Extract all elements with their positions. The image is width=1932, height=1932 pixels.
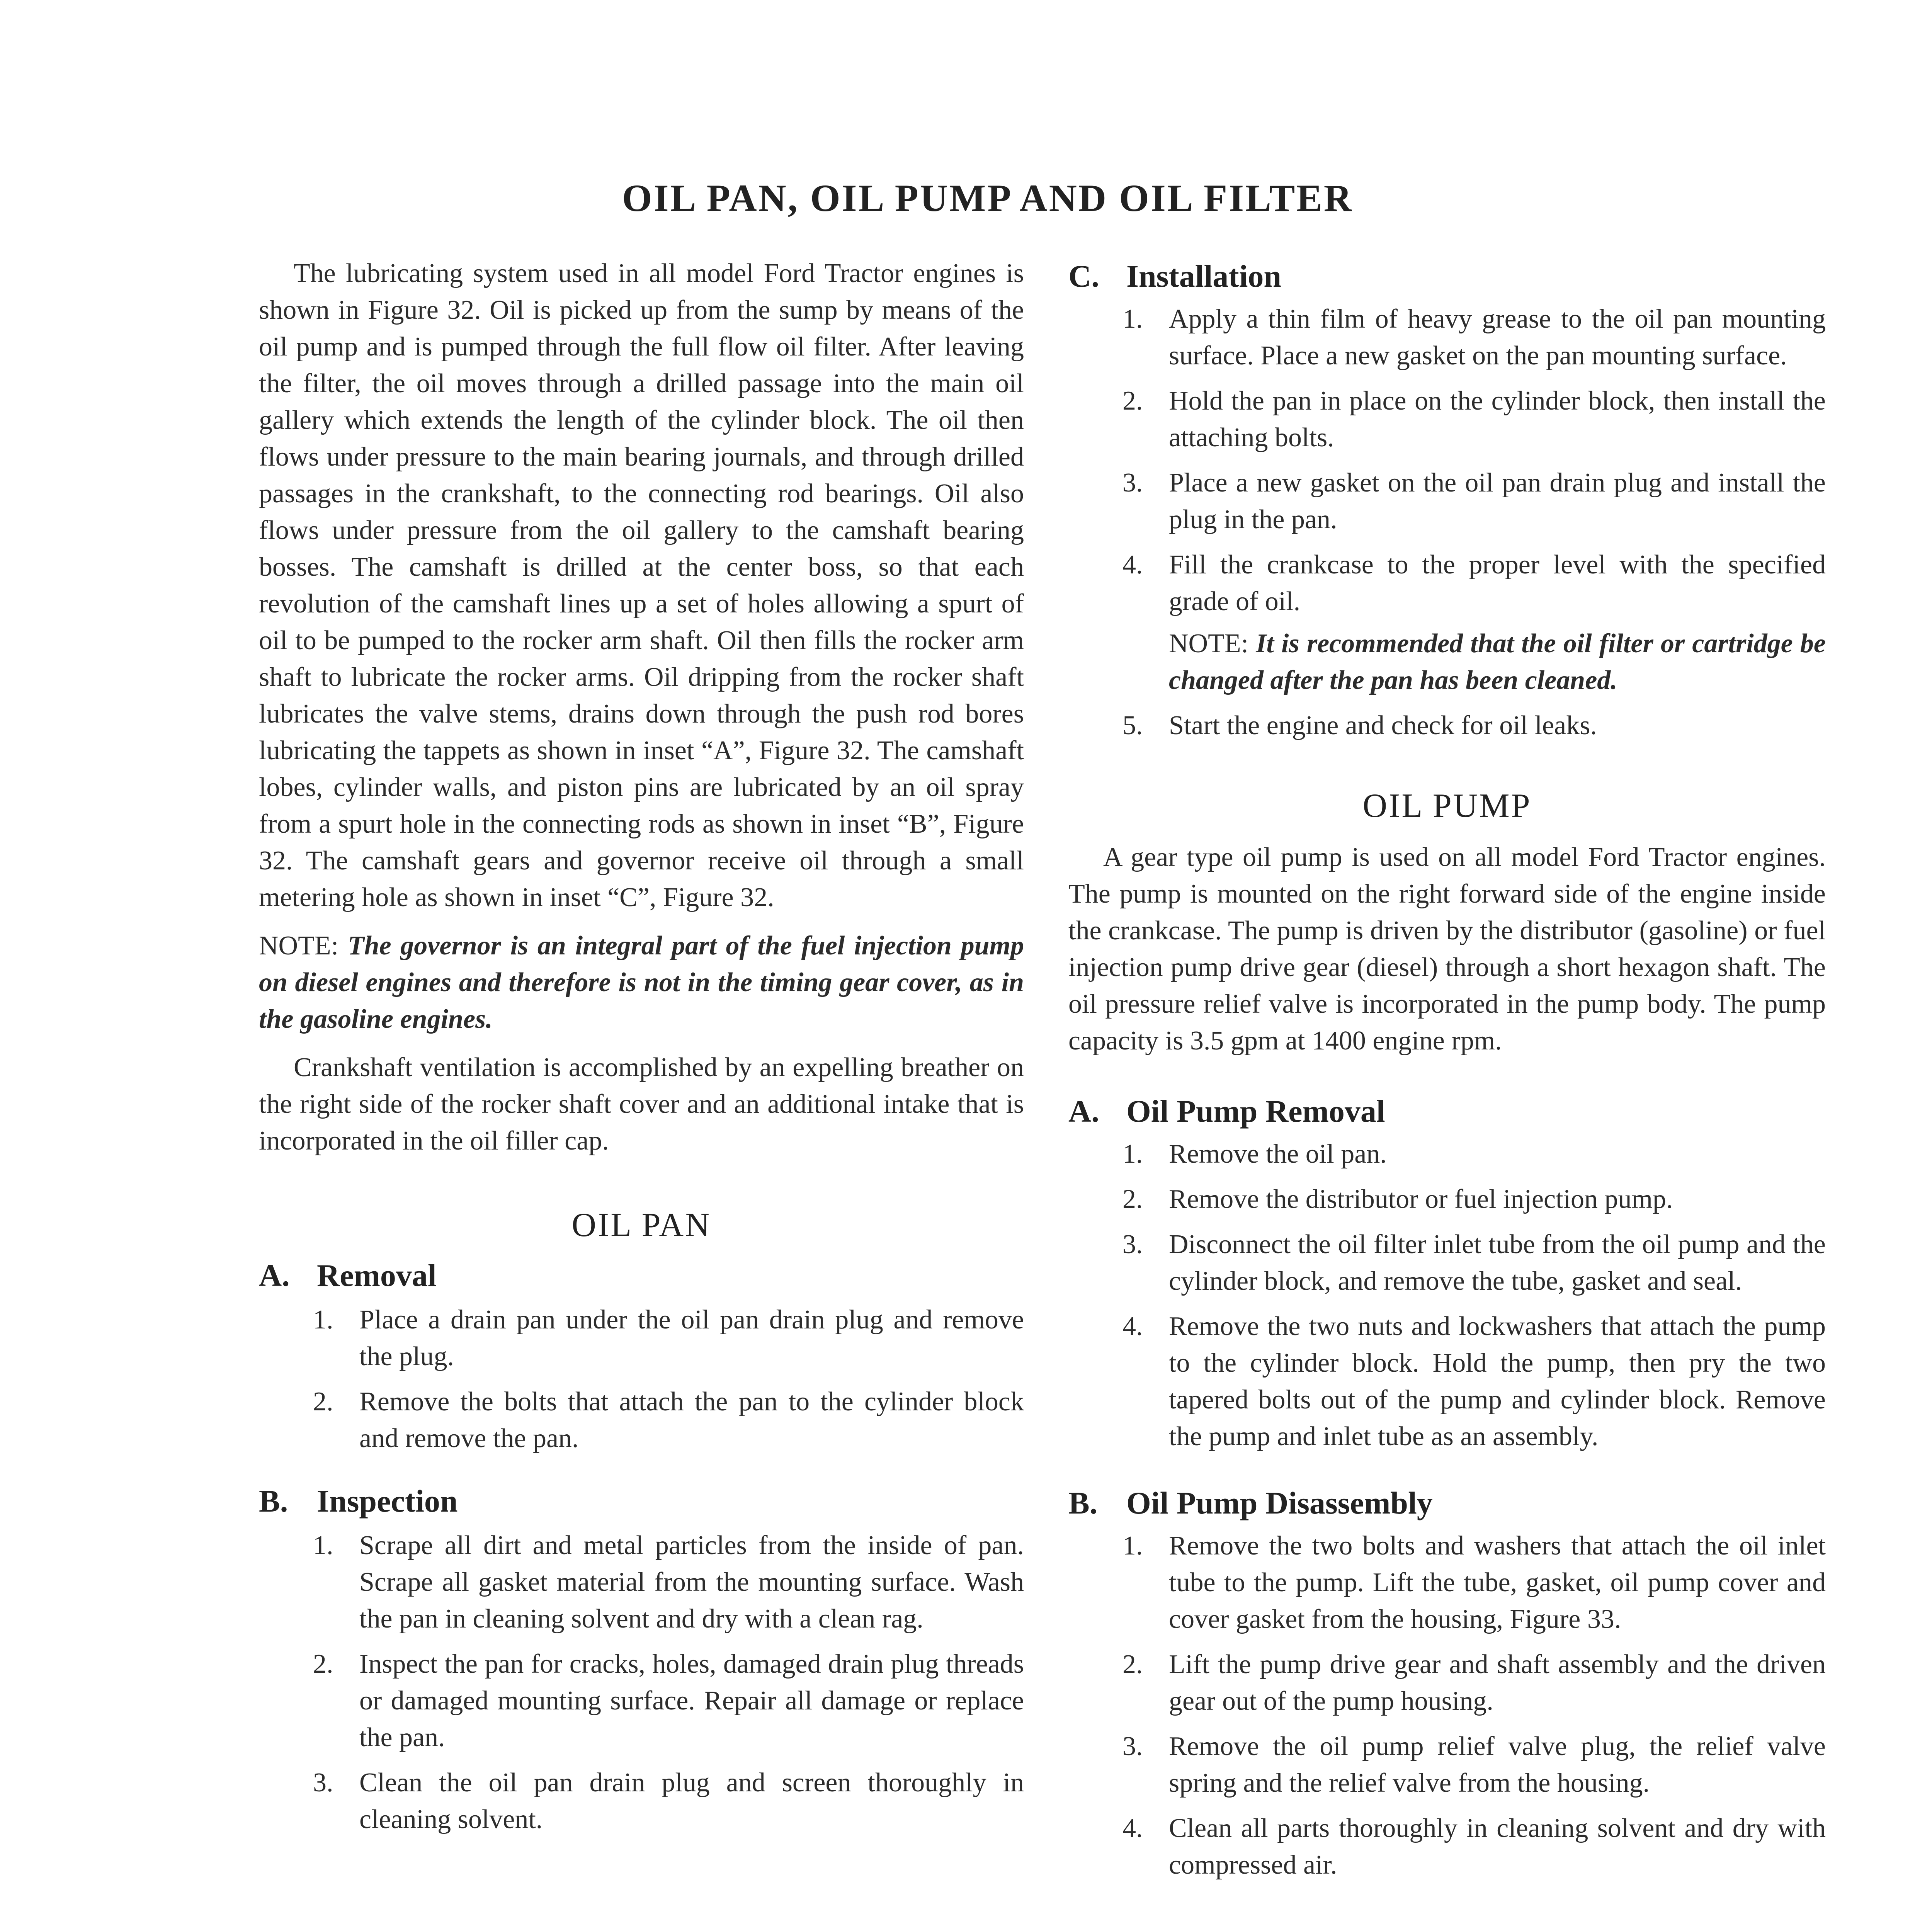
step-text: Fill the crankcase to the proper level with the specified grade of oil. (1169, 550, 1826, 616)
step-number: 3. (1122, 1230, 1143, 1259)
installation-heading (1068, 255, 1826, 298)
step-number: 2. (313, 1649, 333, 1679)
list-item (1068, 1181, 1826, 1218)
inspection-title: Inspection (317, 1483, 458, 1519)
step-number: 2. (1122, 1184, 1143, 1214)
list-item (259, 1527, 1024, 1637)
step-number: 1. (313, 1305, 333, 1335)
step-text: Apply a thin film of heavy grease to the oil pan mounting surface. Place a new gasket on the pan mounting surface. (1169, 304, 1826, 371)
list-item (1068, 464, 1826, 538)
step-text: Remove the oil pump relief valve plug, the relief valve spring and the relief valve from the housing. (1169, 1731, 1826, 1798)
step-text: Inspect the pan for cracks, holes, damaged drain plug threads or damaged mounting surface. Repair all damage or replace the pan. (359, 1649, 1024, 1752)
step-number: 2. (1122, 386, 1143, 416)
step-text: Remove the bolts that attach the pan to the cylinder block and remove the pan. (359, 1387, 1024, 1453)
ventilation-paragraph: Crankshaft ventilation is accomplished by an expelling breather on the right side of the rocker shaft cover and an additional intake that is incorporated in the oil filler cap. (259, 1053, 1024, 1156)
list-item (1068, 1226, 1826, 1299)
list-item (1068, 1728, 1826, 1801)
pump-disassembly-steps (1068, 1527, 1826, 1883)
step-text: Place a drain pan under the oil pan drain plug and remove the plug. (359, 1305, 1024, 1371)
step-number: 1. (1122, 1139, 1143, 1169)
inspection-letter: B. (259, 1483, 288, 1519)
page-title: OIL PAN, OIL PUMP AND OIL FILTER (622, 177, 1354, 219)
pump-disassembly-heading (1068, 1482, 1826, 1524)
list-item (259, 1383, 1024, 1457)
list-item (259, 1646, 1024, 1756)
pump-removal-letter: A. (1068, 1094, 1099, 1129)
installation-steps (1068, 301, 1826, 744)
list-item (1068, 546, 1826, 699)
note-paragraph (259, 927, 1024, 1037)
step-text: Disconnect the oil filter inlet tube from the oil pump and the cylinder block, and remove the tube, gasket and seal. (1169, 1230, 1826, 1296)
step-text: Remove the oil pan. (1169, 1139, 1387, 1169)
installation-note (1169, 625, 1826, 699)
list-item (1068, 707, 1826, 744)
installation-letter: C. (1068, 259, 1099, 294)
note-text: It is recommended that the oil filter or cartridge be changed after the pan has been cleaned. (1169, 629, 1826, 695)
step-number: 3. (313, 1768, 333, 1798)
list-item (1068, 383, 1826, 456)
removal-heading (259, 1254, 1024, 1297)
inspection-heading (259, 1480, 1024, 1522)
step-text: Remove the two nuts and lockwashers that attach the pump to the cylinder block. Hold the pump, then pry the two tapered bolts out of the pump and cylinder block. Remove the pump and inlet tube as an assembly. (1169, 1311, 1826, 1451)
step-text: Place a new gasket on the oil pan drain plug and install the plug in the pan. (1169, 468, 1826, 534)
oil-pump-intro: A gear type oil pump is used on all model Ford Tractor engines. The pump is mounted on the right forward side of the engine inside the crankcase. The pump is driven by the distributor (gasoline) or fuel injection pump drive gear (diesel) through a short hexagon shaft. The oil pressure relief valve is incorporated in the pump body. The pump capacity is 3.5 gpm at 1400 engine rpm. (1068, 842, 1826, 1056)
list-item (259, 1301, 1024, 1375)
note-label: NOTE: (1169, 629, 1249, 658)
step-number: 4. (1122, 1813, 1143, 1843)
step-text: Scrape all dirt and metal particles from the inside of pan. Scrape all gasket material from the mounting surface. Wash the pan in cleaning solvent and dry with a clean rag. (359, 1531, 1024, 1634)
inspection-steps (259, 1527, 1024, 1838)
step-number: 5. (1122, 711, 1143, 740)
step-text: Remove the distributor or fuel injection pump. (1169, 1184, 1673, 1214)
list-item (1068, 1646, 1826, 1719)
step-text: Remove the two bolts and washers that attach the oil inlet tube to the pump. Lift the tube, gasket, oil pump cover and cover gasket from the housing, Figure 33. (1169, 1531, 1826, 1634)
list-item (1068, 1810, 1826, 1883)
step-text: Lift the pump drive gear and shaft assembly and the driven gear out of the pump housing. (1169, 1650, 1826, 1716)
pump-removal-steps (1068, 1136, 1826, 1455)
step-text: Clean all parts thoroughly in cleaning solvent and dry with compressed air. (1169, 1813, 1826, 1880)
step-number: 4. (1122, 550, 1143, 580)
list-item (1068, 1527, 1826, 1638)
list-item (1068, 301, 1826, 374)
step-text: Hold the pan in place on the cylinder block, then install the attaching bolts. (1169, 386, 1826, 452)
step-number: 2. (313, 1387, 333, 1417)
step-number: 3. (1122, 468, 1143, 498)
step-text: Start the engine and check for oil leaks. (1169, 711, 1597, 740)
installation-title: Installation (1126, 259, 1281, 294)
pump-removal-heading (1068, 1090, 1826, 1133)
pump-disassembly-title: Oil Pump Disassembly (1126, 1485, 1433, 1520)
step-text: Clean the oil pan drain plug and screen thoroughly in cleaning solvent. (359, 1768, 1024, 1834)
right-column (1068, 255, 1826, 1892)
pump-disassembly-letter: B. (1068, 1485, 1098, 1520)
step-number: 1. (1122, 1531, 1143, 1561)
note-text: The governor is an integral part of the fuel injection pump on diesel engines and therefore is not in the timing gear cover, as in the gasoline engines. (259, 931, 1024, 1034)
note-label: NOTE: (259, 931, 339, 961)
list-item (1068, 1136, 1826, 1172)
removal-title: Removal (317, 1258, 437, 1293)
intro-paragraph: The lubricating system used in all model Ford Tractor engines is shown in Figure 32. Oil is picked up from the sump by means of the oil pump and is pumped through the full flow oil filter. After leaving the filter, the oil moves through a drilled passage into the main oil gallery which extends the length of the cylinder block. The oil then flows under pressure to the main bearing journals, and through drilled passages in the crankshaft, to the connecting rod bearings. Oil also flows under pressure from the oil gallery to the camshaft bearing bosses. The camshaft is drilled at the center boss, so that each revolution of the camshaft lines up a set of holes allowing a spurt of oil to be pumped to the rocker arm shaft. Oil then fills the rocker arm shaft to lubricate the rocker arms. Oil dripping from the rocker shaft lubricates the valve stems, drains down through the push rod bores lubricating the tappets as shown in inset “A”, Figure 32. The camshaft lobes, cylinder walls, and piston pins are lubricated by an oil spray from a spurt hole in the connecting rods as shown in inset “B”, Figure 32. The camshaft gears and governor receive oil through a small metering hole as shown in inset “C”, Figure 32. (259, 259, 1024, 912)
step-number: 4. (1122, 1311, 1143, 1341)
oil-pump-heading: OIL PUMP (1362, 787, 1532, 825)
left-column (259, 255, 1024, 1846)
list-item (259, 1764, 1024, 1838)
step-number: 2. (1122, 1650, 1143, 1679)
removal-letter: A. (259, 1258, 290, 1293)
pump-removal-title: Oil Pump Removal (1126, 1094, 1385, 1129)
removal-steps (259, 1301, 1024, 1457)
list-item (1068, 1308, 1826, 1455)
step-number: 1. (313, 1531, 333, 1560)
step-number: 1. (1122, 304, 1143, 334)
oil-pan-heading: OIL PAN (571, 1206, 711, 1244)
step-number: 3. (1122, 1731, 1143, 1761)
